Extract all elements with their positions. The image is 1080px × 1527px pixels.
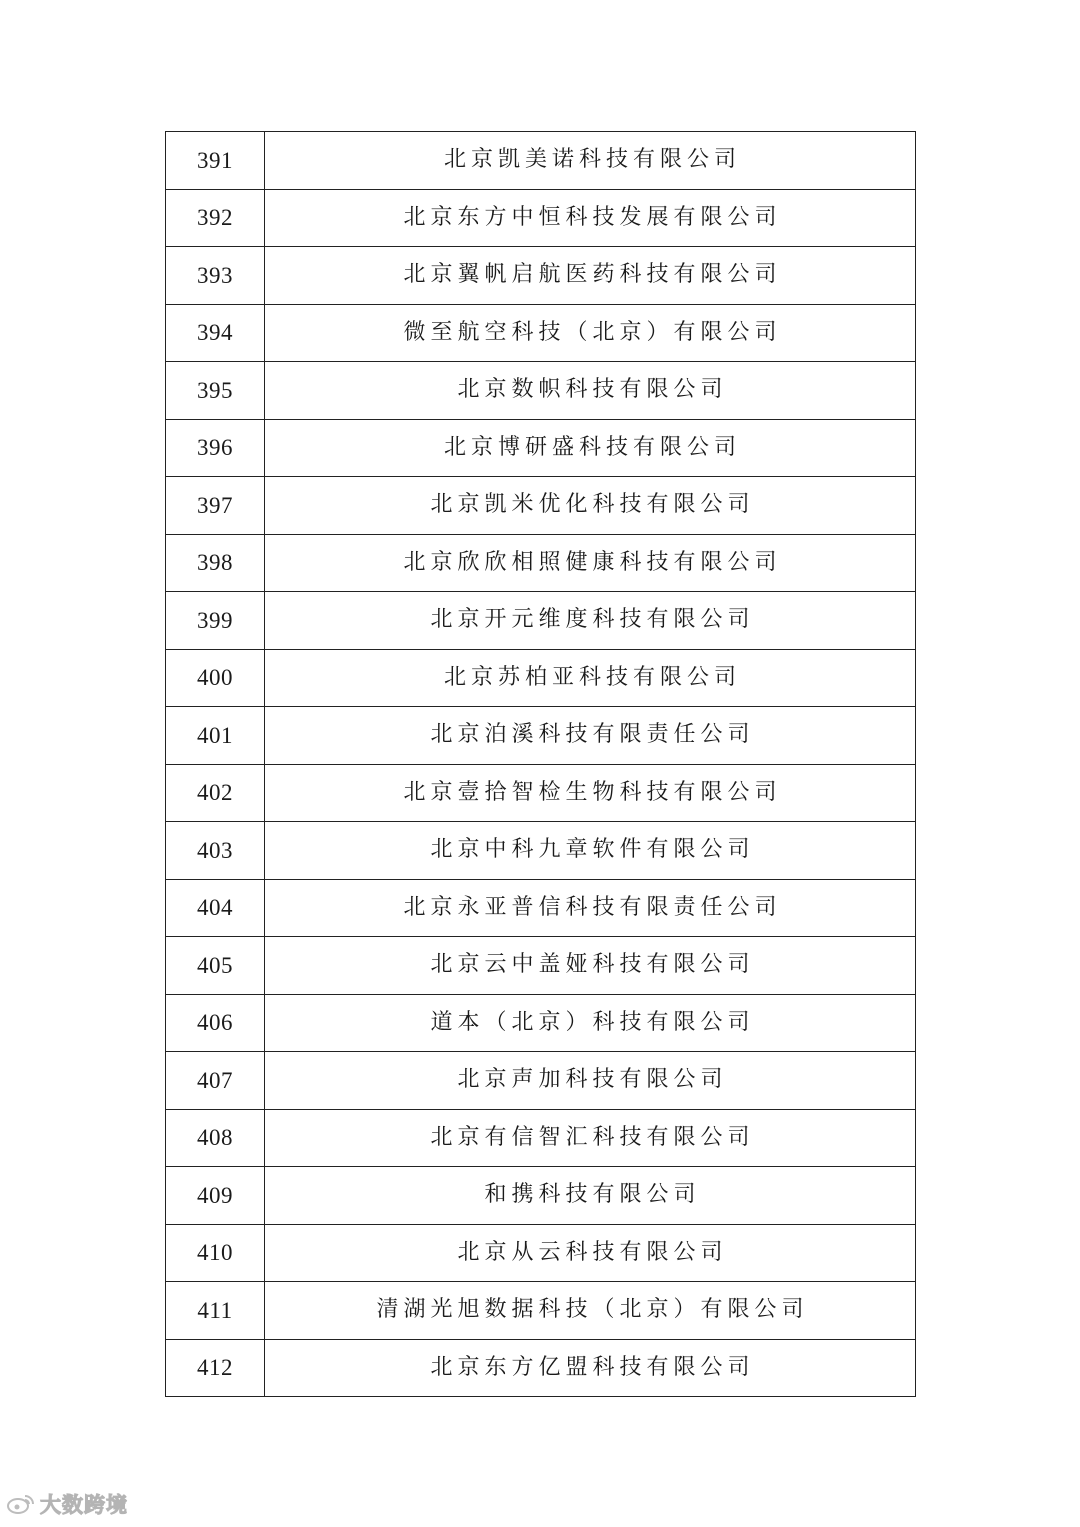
- table-row: [166, 994, 916, 1052]
- company-name: 北京中科九章软件有限公司: [265, 822, 916, 880]
- table-row: [166, 362, 916, 420]
- company-name: 微至航空科技（北京）有限公司: [265, 304, 916, 362]
- row-number: 406: [166, 994, 265, 1052]
- table-row: [166, 419, 916, 477]
- row-number: 401: [166, 707, 265, 765]
- company-list-table: [165, 131, 916, 1397]
- company-name: 北京泊溪科技有限责任公司: [265, 707, 916, 765]
- table-row: [166, 937, 916, 995]
- table-row: [166, 304, 916, 362]
- table-row: [166, 1339, 916, 1397]
- table-row: [166, 707, 916, 765]
- company-name: 北京有信智汇科技有限公司: [265, 1109, 916, 1167]
- company-name: 北京东方亿盟科技有限公司: [265, 1339, 916, 1397]
- table-row: [166, 822, 916, 880]
- table-row: [166, 592, 916, 650]
- table-row: [166, 764, 916, 822]
- watermark-text: 大数跨境: [40, 1493, 128, 1517]
- table-row: [166, 132, 916, 190]
- weibo-like-logo-icon: [6, 1493, 36, 1515]
- table-row: [166, 1167, 916, 1225]
- table-row: [166, 189, 916, 247]
- company-name: 北京翼帆启航医药科技有限公司: [265, 247, 916, 305]
- table-row: [166, 1224, 916, 1282]
- row-number: 405: [166, 937, 265, 995]
- row-number: 409: [166, 1167, 265, 1225]
- row-number: 392: [166, 189, 265, 247]
- company-name: 北京开元维度科技有限公司: [265, 592, 916, 650]
- row-number: 391: [166, 132, 265, 190]
- table-row: [166, 1109, 916, 1167]
- company-name: 北京数帜科技有限公司: [265, 362, 916, 420]
- row-number: 394: [166, 304, 265, 362]
- company-name: 北京凯美诺科技有限公司: [265, 132, 916, 190]
- company-list-body: [166, 132, 916, 1397]
- company-name: 北京从云科技有限公司: [265, 1224, 916, 1282]
- row-number: 400: [166, 649, 265, 707]
- company-name: 北京永亚普信科技有限责任公司: [265, 879, 916, 937]
- row-number: 407: [166, 1052, 265, 1110]
- table-row: [166, 1052, 916, 1110]
- table-row: [166, 534, 916, 592]
- company-name: 北京声加科技有限公司: [265, 1052, 916, 1110]
- table-row: [166, 879, 916, 937]
- company-name: 清湖光旭数据科技（北京）有限公司: [265, 1282, 916, 1340]
- row-number: 399: [166, 592, 265, 650]
- row-number: 397: [166, 477, 265, 535]
- table-row: [166, 649, 916, 707]
- watermark: [6, 1489, 128, 1519]
- company-name: 北京东方中恒科技发展有限公司: [265, 189, 916, 247]
- table-row: [166, 1282, 916, 1340]
- row-number: 395: [166, 362, 265, 420]
- company-name: 道本（北京）科技有限公司: [265, 994, 916, 1052]
- row-number: 402: [166, 764, 265, 822]
- row-number: 404: [166, 879, 265, 937]
- company-name: 北京壹拾智检生物科技有限公司: [265, 764, 916, 822]
- company-name: 北京欣欣相照健康科技有限公司: [265, 534, 916, 592]
- table-row: [166, 477, 916, 535]
- row-number: 398: [166, 534, 265, 592]
- company-name: 北京苏柏亚科技有限公司: [265, 649, 916, 707]
- company-name: 北京凯米优化科技有限公司: [265, 477, 916, 535]
- row-number: 408: [166, 1109, 265, 1167]
- row-number: 396: [166, 419, 265, 477]
- row-number: 410: [166, 1224, 265, 1282]
- table-row: [166, 247, 916, 305]
- company-name: 北京博研盛科技有限公司: [265, 419, 916, 477]
- row-number: 393: [166, 247, 265, 305]
- row-number: 412: [166, 1339, 265, 1397]
- row-number: 403: [166, 822, 265, 880]
- row-number: 411: [166, 1282, 265, 1340]
- company-name: 北京云中盖娅科技有限公司: [265, 937, 916, 995]
- company-name: 和携科技有限公司: [265, 1167, 916, 1225]
